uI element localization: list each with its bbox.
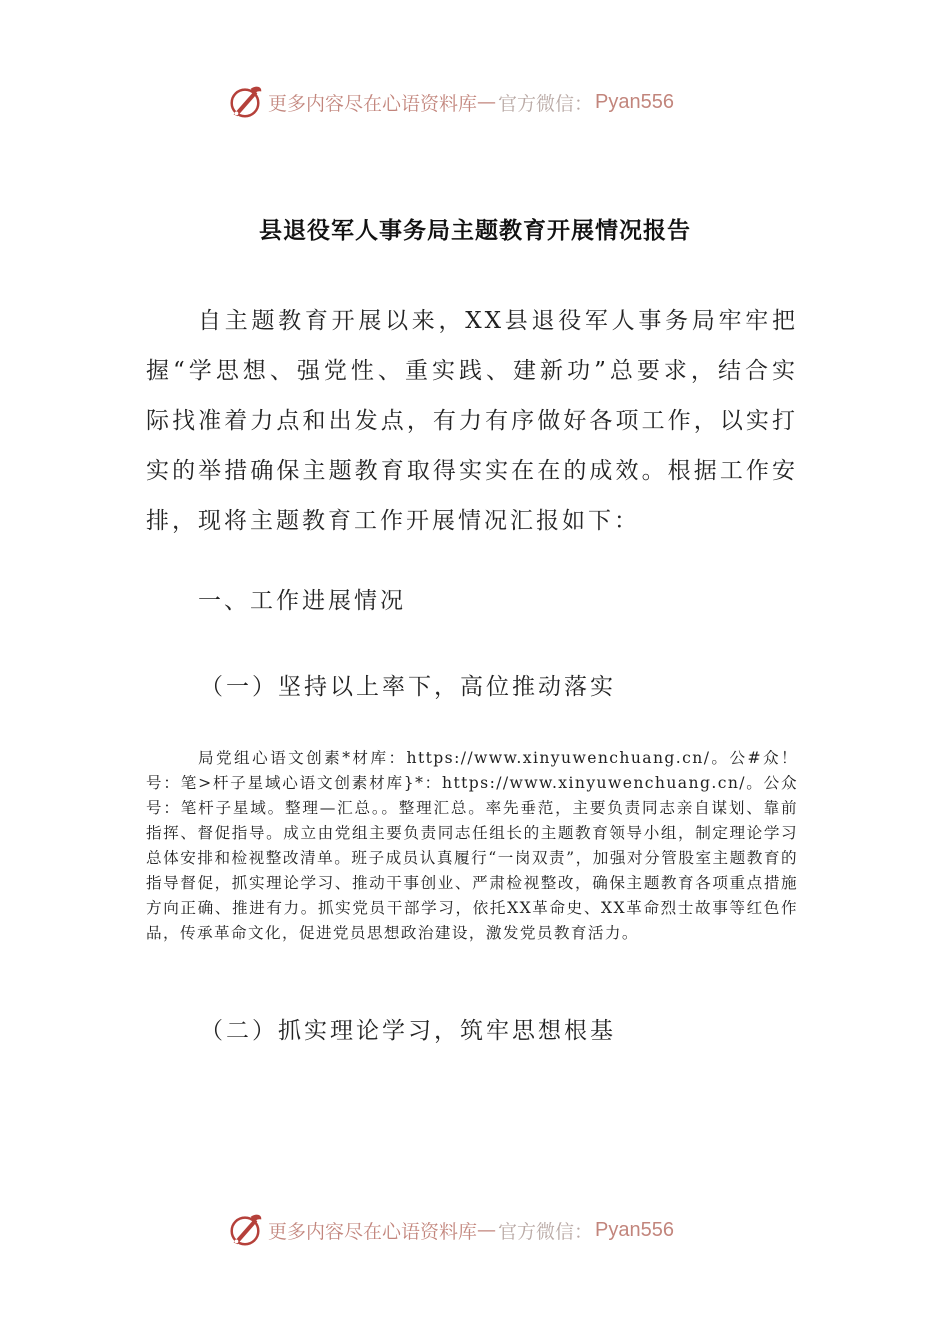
footer-watermark-banner: [226, 1210, 746, 1250]
promo-text: 更多内容尽在心语资料库: [268, 92, 478, 115]
section-heading-progress: 一、工作进展情况: [198, 588, 406, 614]
subsection-heading-2: （二）抓实理论学习，筑牢思想根基: [200, 1018, 616, 1044]
quill-pen-logo-icon: [226, 83, 264, 121]
banner-dash: —: [477, 1219, 497, 1241]
header-watermark-banner: [226, 82, 746, 122]
wechat-label: 官方微信：: [498, 1220, 594, 1243]
document-title: 县退役军人事务局主题教育开展情况报告: [259, 218, 691, 244]
wechat-handle: Pyan556: [595, 1218, 674, 1241]
subsection-heading-1: （一）坚持以上率下，高位推动落实: [200, 674, 616, 700]
wechat-label: 官方微信：: [498, 92, 594, 115]
quill-pen-logo-icon: [226, 1211, 264, 1249]
wechat-handle: Pyan556: [595, 90, 674, 113]
banner-dash: —: [477, 91, 497, 113]
intro-paragraph: 自主题教育开展以来，XX县退役军人事务局牢牢把握“学思想、强党性、重实践、建新功”总要求，结合实际找准着力点和出发点，有力有序做好各项工作，以实打实的举措确保主题教育取得实实在在的成效。根据工作安排，现将主题教育工作开展情况汇报如下：: [146, 308, 798, 534]
promo-text: 更多内容尽在心语资料库: [268, 1220, 478, 1243]
subsection-1-body: 局党组心语文创素*材库：https://www.xinyuwenchuang.cn/。公#众！号：笔>杆子星域心语文创素材库}*：https://www.xinyuwenchuang.cn/。公众号：笔杆子星域。整理—汇总。。整理汇总。率先垂范，主要负责同志亲自谋划、靠前指挥、督促指导。成立由党组主要负责同志任组长的主题教育领导小组，制定理论学习总体安排和检视整改清单。班子成员认真履行“一岗双责”，加强对分管股室主题教育的指导督促，抓实理论学习、推动干事创业、严肃检视整改，确保主题教育各项重点措施方向正确、推进有力。抓实党员干部学习，依托XX革命史、XX革命烈士故事等红色作品，传承革命文化，促进党员思想政治建设，激发党员教育活力。: [146, 749, 798, 942]
